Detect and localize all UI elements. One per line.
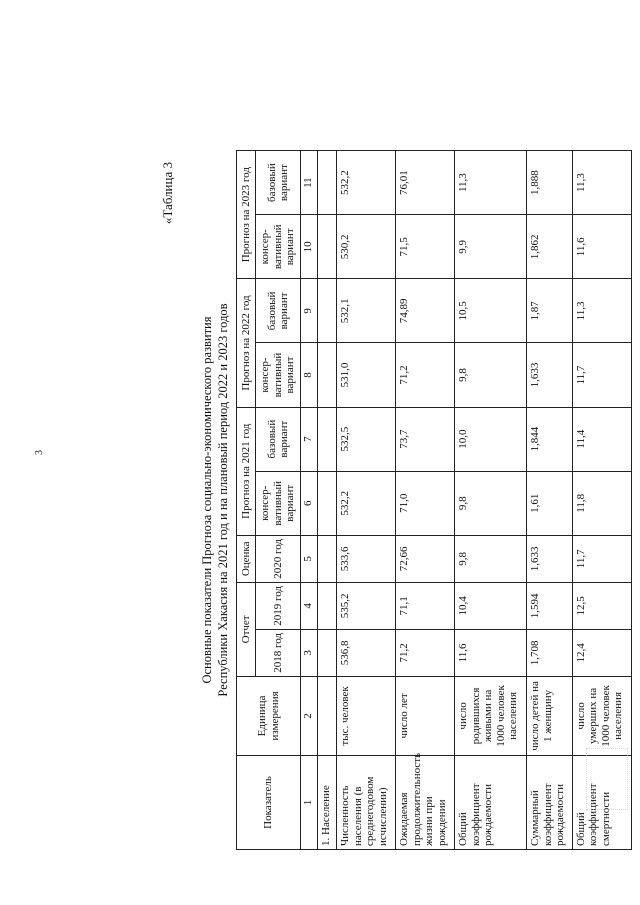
page-number: 3 xyxy=(34,450,45,455)
column-index: 1 xyxy=(301,755,318,849)
indicator-unit: число умерших на 1000 человек населения xyxy=(572,676,631,755)
header-base-2021: базовый вариант xyxy=(255,407,301,471)
header-conservative-2022: консер-вативный вариант xyxy=(255,343,301,407)
rotated-page-content xyxy=(150,150,635,850)
value-cell: 532,1 xyxy=(337,279,396,343)
table-row xyxy=(527,151,573,850)
column-index: 8 xyxy=(301,343,318,407)
table-label: «Таблица 3 xyxy=(160,162,175,225)
value-cell: 9,8 xyxy=(455,471,527,535)
header-indicator: Показатель xyxy=(237,755,301,849)
faint-stamp-mark xyxy=(586,748,628,810)
value-cell: 10,4 xyxy=(455,582,527,629)
value-cell: 11,6 xyxy=(572,215,631,279)
column-index: 3 xyxy=(301,629,318,676)
value-cell: 76,01 xyxy=(396,151,455,215)
header-estimate: Оценка xyxy=(237,535,256,582)
header-year-2019: 2019 год xyxy=(255,582,301,629)
value-cell: 73,7 xyxy=(396,407,455,471)
section-row xyxy=(318,151,337,850)
value-cell: 72,66 xyxy=(396,535,455,582)
value-cell: 71,0 xyxy=(396,471,455,535)
indicator-name: Численность населения (в среднегодовом исчислении) xyxy=(337,755,396,849)
value-cell: 12,4 xyxy=(572,629,631,676)
header-conservative-2023: консер-вативный вариант xyxy=(255,215,301,279)
indicator-name: Общий коэффициент смертности xyxy=(572,755,631,849)
column-index: 10 xyxy=(301,215,318,279)
column-index: 7 xyxy=(301,407,318,471)
value-cell: 11,3 xyxy=(572,151,631,215)
value-cell: 71,1 xyxy=(396,582,455,629)
value-cell: 1,87 xyxy=(527,279,573,343)
value-cell: 532,2 xyxy=(337,471,396,535)
value-cell: 11,7 xyxy=(572,343,631,407)
column-index: 4 xyxy=(301,582,318,629)
indicator-unit: число лет xyxy=(396,676,455,755)
value-cell: 11,3 xyxy=(455,151,527,215)
value-cell: 10,5 xyxy=(455,279,527,343)
value-cell: 532,5 xyxy=(337,407,396,471)
header-year-2018: 2018 год xyxy=(255,629,301,676)
column-index: 11 xyxy=(301,151,318,215)
header-forecast-2021: Прогноз на 2021 год xyxy=(237,407,256,535)
value-cell: 74,89 xyxy=(396,279,455,343)
value-cell: 1,633 xyxy=(527,535,573,582)
header-conservative-2021: консер-вативный вариант xyxy=(255,471,301,535)
column-index: 6 xyxy=(301,471,318,535)
value-cell: 11,8 xyxy=(572,471,631,535)
header-report: Отчет xyxy=(237,582,256,676)
value-cell: 1,633 xyxy=(527,343,573,407)
value-cell: 71,5 xyxy=(396,215,455,279)
value-cell: 1,594 xyxy=(527,582,573,629)
table-row xyxy=(572,151,631,850)
indicator-unit: число детей на 1 женщину xyxy=(527,676,573,755)
section-title: 1. Население xyxy=(318,755,337,849)
value-cell: 536,8 xyxy=(337,629,396,676)
value-cell: 1,888 xyxy=(527,151,573,215)
header-forecast-2023: Прогноз на 2023 год xyxy=(237,151,256,279)
value-cell: 533,6 xyxy=(337,535,396,582)
value-cell: 530,2 xyxy=(337,215,396,279)
document-title-line-1: Основные показатели Прогноза социально-экономического развития xyxy=(200,316,214,684)
header-unit: Единица измерения xyxy=(237,676,301,755)
value-cell: 71,2 xyxy=(396,343,455,407)
table-row xyxy=(396,151,455,850)
value-cell: 1,61 xyxy=(527,471,573,535)
value-cell: 12,5 xyxy=(572,582,631,629)
value-cell: 10,0 xyxy=(455,407,527,471)
indicator-name: Ожидаемая продолжительность жизни при рождении xyxy=(396,755,455,849)
table-row xyxy=(337,151,396,850)
indicators-table xyxy=(236,150,632,850)
indicator-unit: тыс. человек xyxy=(337,676,396,755)
indicator-name: Суммарный коэффициент рождаемости xyxy=(527,755,573,849)
value-cell: 535,2 xyxy=(337,582,396,629)
indicator-name: Общий коэффициент рождаемости xyxy=(455,755,527,849)
value-cell: 11,4 xyxy=(572,407,631,471)
value-cell: 1,708 xyxy=(527,629,573,676)
value-cell: 531,0 xyxy=(337,343,396,407)
header-year-2020: 2020 год xyxy=(255,535,301,582)
document-title-line-2: Республики Хакасия на 2021 год и на плановый период 2022 и 2023 годов xyxy=(216,303,230,697)
table-row xyxy=(455,151,527,850)
value-cell: 1,862 xyxy=(527,215,573,279)
value-cell: 9,9 xyxy=(455,215,527,279)
value-cell: 11,6 xyxy=(455,629,527,676)
header-base-2022: базовый вариант xyxy=(255,279,301,343)
column-index: 5 xyxy=(301,535,318,582)
header-forecast-2022: Прогноз на 2022 год xyxy=(237,279,256,407)
value-cell: 9,8 xyxy=(455,343,527,407)
value-cell: 11,7 xyxy=(572,535,631,582)
column-index-row xyxy=(301,151,318,850)
value-cell: 1,844 xyxy=(527,407,573,471)
header-base-2023: базовый вариант xyxy=(255,151,301,215)
value-cell: 71,2 xyxy=(396,629,455,676)
value-cell: 532,2 xyxy=(337,151,396,215)
column-index: 9 xyxy=(301,279,318,343)
column-index: 2 xyxy=(301,676,318,755)
value-cell: 11,3 xyxy=(572,279,631,343)
value-cell: 9,8 xyxy=(455,535,527,582)
indicator-unit: число родившихся живыми на 1000 человек населения xyxy=(455,676,527,755)
